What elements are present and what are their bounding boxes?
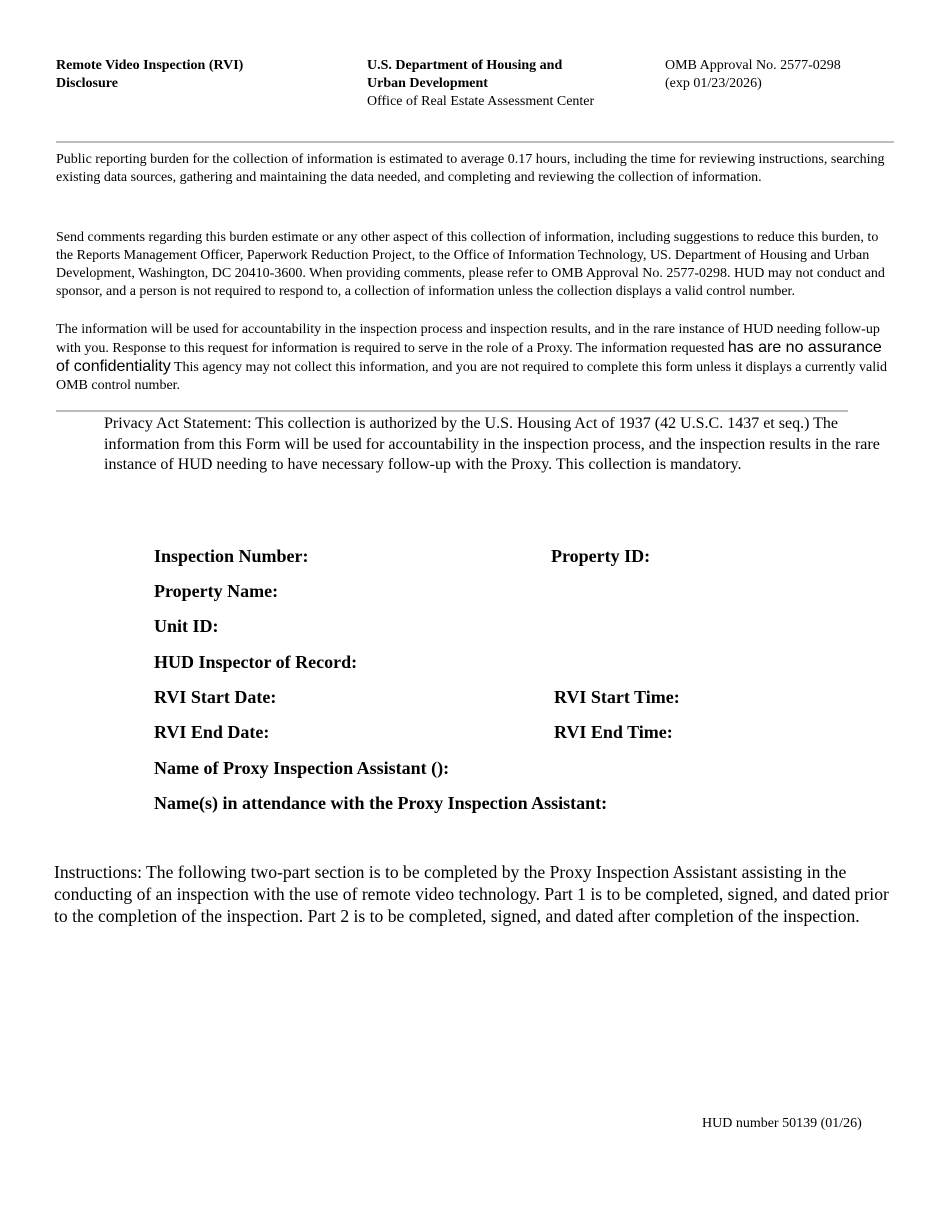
unit-id-label: Unit ID:: [154, 616, 219, 636]
property-name-label: Property Name:: [154, 581, 279, 601]
proxy-assistant-label: Name of Proxy Inspection Assistant ():: [154, 758, 450, 778]
hud-inspector-label: HUD Inspector of Record:: [154, 652, 358, 672]
agency-line1: U.S. Department of Housing and: [367, 58, 563, 73]
form-number: HUD number 50139 (01/26): [702, 1116, 862, 1131]
use-statement-part1: The information will be used for accountability in the inspection process and inspection results, and in the rare instance of HUD needing follow-up with you. Response to this request for information is required to serve in the role of a Proxy. The information requested: [56, 322, 880, 356]
inspection-number-label: Inspection Number:: [154, 546, 309, 566]
privacy-act-statement: Privacy Act Statement: This collection is authorized by the U.S. Housing Act of 1937 (42 U.S.C. 1437 et seq.) The information from this Form will be used for accountability in the inspection process, and the inspection results in the rare instance of HUD needing to have necessary follow-up with the Proxy. This collection is mandatory.: [104, 415, 880, 473]
property-id-label: Property ID:: [551, 546, 651, 566]
omb-block: [665, 57, 905, 93]
omb-expiration: (exp 01/23/2026): [665, 76, 762, 91]
form-title: [56, 57, 336, 93]
confidentiality-notice: has are no assurance of confidentiality: [56, 339, 882, 375]
agency-block: [367, 57, 647, 111]
rvi-end-date-label: RVI End Date:: [154, 722, 270, 742]
office-name: Office of Real Estate Assessment Center: [367, 94, 595, 109]
omb-approval: OMB Approval No. 2577-0298: [665, 58, 841, 73]
rvi-start-time-label: RVI Start Time:: [554, 687, 680, 707]
privacy-divider: [56, 410, 848, 412]
burden-statement: Public reporting burden for the collection of information is estimated to average 0.17 hours, including the time for reviewing instructions, searching existing data sources, gathering and maintaining the data needed, and completing and reviewing the collection of information.: [56, 152, 885, 185]
agency-line2: Urban Development: [367, 76, 488, 91]
rvi-start-date-label: RVI Start Date:: [154, 687, 277, 707]
attendees-label: Name(s) in attendance with the Proxy Inspection Assistant:: [154, 793, 608, 813]
comments-statement: Send comments regarding this burden estimate or any other aspect of this collection of information, including suggestions to reduce this burden, to the Reports Management Officer, Paperwork Reduction Project, to the Office of Information Technology, US. Department of Housing and Urban Development, Washington, DC 20410-3600. When providing comments, please refer to OMB Approval No. 2577-0298. HUD may not conduct and sponsor, and a person is not required to respond to, a collection of information unless the collection displays a valid control number.: [56, 230, 885, 299]
instructions: Instructions: The following two-part section is to be completed by the Proxy Inspection Assistant assisting in the conducting of an inspection with the use of remote video technology. Part 1 is to be completed, signed, and dated prior to the completion of the inspection. Part 2 is to be completed, signed, and dated after completion of the inspection.: [54, 862, 889, 926]
use-statement: [56, 321, 888, 395]
header-divider: [56, 141, 894, 143]
use-statement-part3: This agency may not collect this information, and you are not required to complete this form unless it displays a currently valid OMB control number.: [56, 360, 888, 393]
rvi-end-time-label: RVI End Time:: [554, 722, 673, 742]
form-title-line1: Remote Video Inspection (RVI): [56, 58, 244, 73]
form-title-line2: Disclosure: [56, 76, 118, 91]
